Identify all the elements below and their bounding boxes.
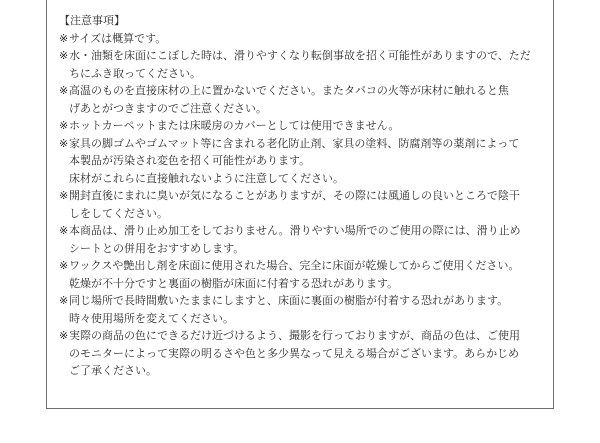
notice-line: 本製品が汚染され変色を招く可能性があります。 <box>69 154 311 167</box>
notice-mark: ※ <box>59 294 69 307</box>
notice-line: ちにふき取ってください。 <box>69 66 201 80</box>
notice-title: 【注意事項】 <box>59 14 125 27</box>
notice-list <box>59 30 553 380</box>
notice-line: シートとの併用をおすすめします。 <box>69 241 245 255</box>
notice-line: ホットカーペットまたは床暖房のカバーとしては使用できません。 <box>69 119 400 132</box>
notice-line: 開封直後にまれに臭いが気になることがありますが、その際には風通しの良いところで陰干 <box>69 189 520 202</box>
notice-item <box>59 327 553 380</box>
notice-line: ワックスや艶出し剤を床面に使用された場合、完全に床面が乾燥してからご使用ください。 <box>69 259 520 272</box>
notice-item <box>59 47 553 82</box>
notice-line: ご了承ください。 <box>69 364 157 377</box>
notice-mark: ※ <box>59 49 69 62</box>
notice-mark: ※ <box>59 329 69 342</box>
notice-line: 乾燥が不十分ですと裏面の樹脂が床面に付着する恐れがあります。 <box>69 276 399 290</box>
notice-box <box>46 0 554 409</box>
notice-line: 本商品は、滑り止め加工をしておりません。滑りやすい場所でのご使用の際には、滑り止め <box>69 224 521 237</box>
notice-line: 床材がこれらに直接触れないように注意してください。 <box>69 171 344 185</box>
notice-line: 家具の脚ゴムやゴムマット等に含まれる老化防止剤、家具の塗料、防腐剤等の薬剤によって <box>69 136 520 150</box>
notice-item <box>59 292 553 327</box>
notice-item <box>59 257 553 292</box>
notice-line: 水・油類を床面にこぼした時は、滑りやすくなり転倒事故を招く可能性がありますので、ただ <box>69 49 531 62</box>
notice-mark: ※ <box>59 189 69 202</box>
notice-mark: ※ <box>59 119 69 132</box>
notice-line: 高温のものを直接床材の上に置かないでください。またタバコの火等が床材に触れると焦 <box>69 84 509 97</box>
notice-line: しをしてください。 <box>69 206 168 220</box>
notice-line: げあとがつきますのでご注意ください。 <box>69 101 267 115</box>
notice-mark: ※ <box>59 84 69 97</box>
notice-mark: ※ <box>59 31 69 45</box>
notice-item <box>59 187 553 222</box>
notice-line: のモニターによって実際の明るさや色と多少異なって見える場合がございます。あらかじめ <box>69 346 520 360</box>
notice-item <box>59 117 553 135</box>
notice-line: 実際の商品の色にできるだけ近づけるよう、撮影を行っておりますが、商品の色は、ご使用 <box>69 329 520 342</box>
notice-mark: ※ <box>59 224 69 237</box>
notice-item <box>59 30 553 48</box>
notice-item <box>59 135 553 188</box>
notice-mark: ※ <box>59 259 69 272</box>
notice-item <box>59 82 553 117</box>
notice-item <box>59 222 553 257</box>
notice-line: サイズは概算です。 <box>69 31 167 45</box>
notice-line: 時々使用場所を変えてください。 <box>69 311 234 325</box>
notice-mark: ※ <box>59 136 69 150</box>
notice-line: 同じ場所で長時間敷いたままにしますと、床面に裏面の樹脂が付着する恐れがあります。 <box>69 294 509 307</box>
